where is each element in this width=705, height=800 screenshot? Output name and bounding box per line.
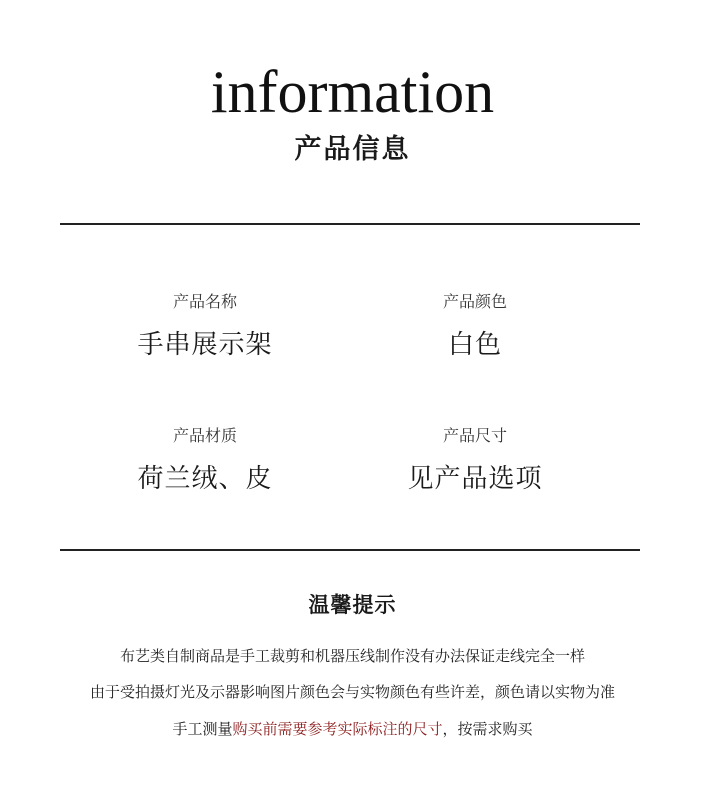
spec-label: 产品颜色 (442, 292, 507, 311)
page-title-chinese: 产品信息 (294, 134, 411, 165)
tips-line-2: 由于受拍摄灯光及示器影响图片颜色会与实物颜色有些许差，颜色请以实物为准 (89, 683, 615, 701)
bottom-divider (60, 549, 640, 551)
top-divider (60, 223, 640, 225)
tips-line-1: 布艺类自制商品是手工裁剪和机器压线制作没有办法保证走线完全一样 (119, 647, 585, 665)
spec-product-name (60, 290, 350, 362)
spec-label: 产品尺寸 (442, 426, 507, 445)
spec-label: 产品名称 (172, 292, 237, 311)
spec-value: 见产品选项 (407, 464, 543, 494)
tips-line-3 (0, 717, 705, 741)
spec-product-color (330, 290, 620, 362)
tips-line-3-highlight: 购买前需要参考实际标注的尺寸 (232, 720, 443, 738)
spec-product-size (330, 424, 620, 496)
spec-value: 荷兰绒、皮 (137, 464, 273, 494)
spec-value: 手串展示架 (137, 330, 273, 360)
tips-line-3-suffix: ，按需求购买 (442, 720, 533, 738)
page-title-english: information (210, 59, 495, 125)
tips-line-3-prefix: 手工测量 (172, 720, 233, 738)
spec-value: 白色 (447, 330, 502, 360)
spec-product-material (60, 424, 350, 496)
tips-title: 温馨提示 (308, 593, 397, 617)
spec-label: 产品材质 (172, 426, 237, 445)
